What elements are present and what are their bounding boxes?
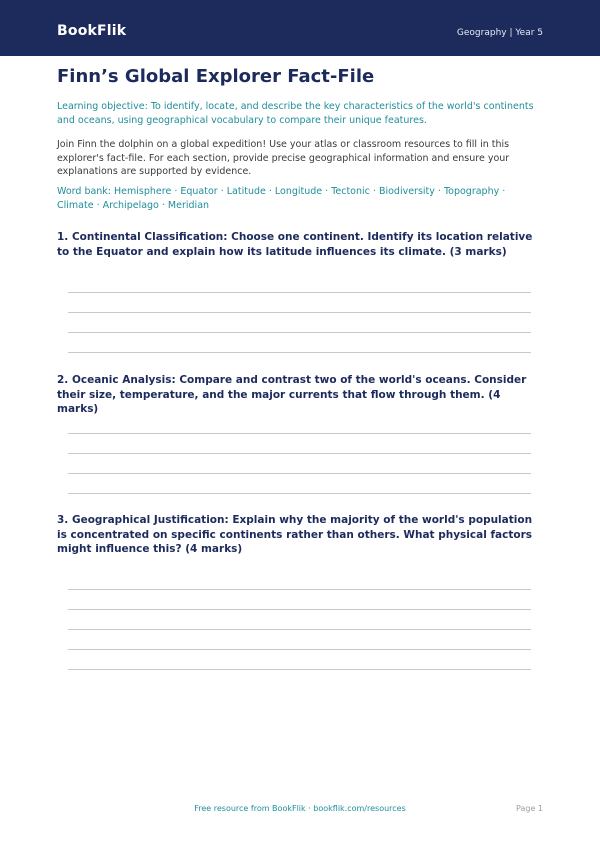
answer-line[interactable] — [68, 292, 531, 293]
page-title: Finn’s Global Explorer Fact-File — [57, 66, 375, 87]
question-1: 1. Continental Classification: Choose one continent. Identify its location relative to the Equator and explain how its latitude influences its climate. (3 marks) — [57, 231, 533, 258]
answer-line[interactable] — [68, 473, 531, 474]
word-bank: Word bank: Hemisphere · Equator · Latitude · Longitude · Tectonic · Biodiversity · Topography · Climate · Archipelago · Meridian — [57, 186, 506, 211]
header-bar — [0, 0, 600, 56]
answer-line[interactable] — [68, 629, 531, 630]
answer-line[interactable] — [68, 453, 531, 454]
question-2: 2. Oceanic Analysis: Compare and contrast two of the world's oceans. Consider their size, temperature, and the major currents that flow through them. (4 marks) — [57, 374, 527, 415]
answer-line[interactable] — [68, 669, 531, 670]
page-number: Page 1 — [516, 804, 543, 813]
learning-objective: Learning objective: To identify, locate, and describe the key characteristics of the world's continents and oceans, using geographical vocabulary to compare their unique features. — [57, 101, 534, 126]
question-3: 3. Geographical Justification: Explain why the majority of the world's population is concentrated on specific continents rather than others. What physical factors might influence this? (4 marks) — [57, 514, 533, 555]
answer-line[interactable] — [68, 352, 531, 353]
answer-line[interactable] — [68, 332, 531, 333]
answer-line[interactable] — [68, 433, 531, 434]
footer-link[interactable]: Free resource from BookFlik · bookflik.com/resources — [194, 804, 406, 813]
answer-line[interactable] — [68, 649, 531, 650]
answer-line[interactable] — [68, 312, 531, 313]
answer-line[interactable] — [68, 493, 531, 494]
intro-paragraph: Join Finn the dolphin on a global expedition! Use your atlas or classroom resources to fill in this explorer's fact-file. For each section, provide precise geographical information and ensure your explanations are supported by evidence. — [57, 139, 510, 177]
brand-logo[interactable]: BookFlik — [57, 23, 127, 39]
answer-line[interactable] — [68, 589, 531, 590]
subject-label: Geography | Year 5 — [456, 28, 543, 38]
answer-line[interactable] — [68, 609, 531, 610]
